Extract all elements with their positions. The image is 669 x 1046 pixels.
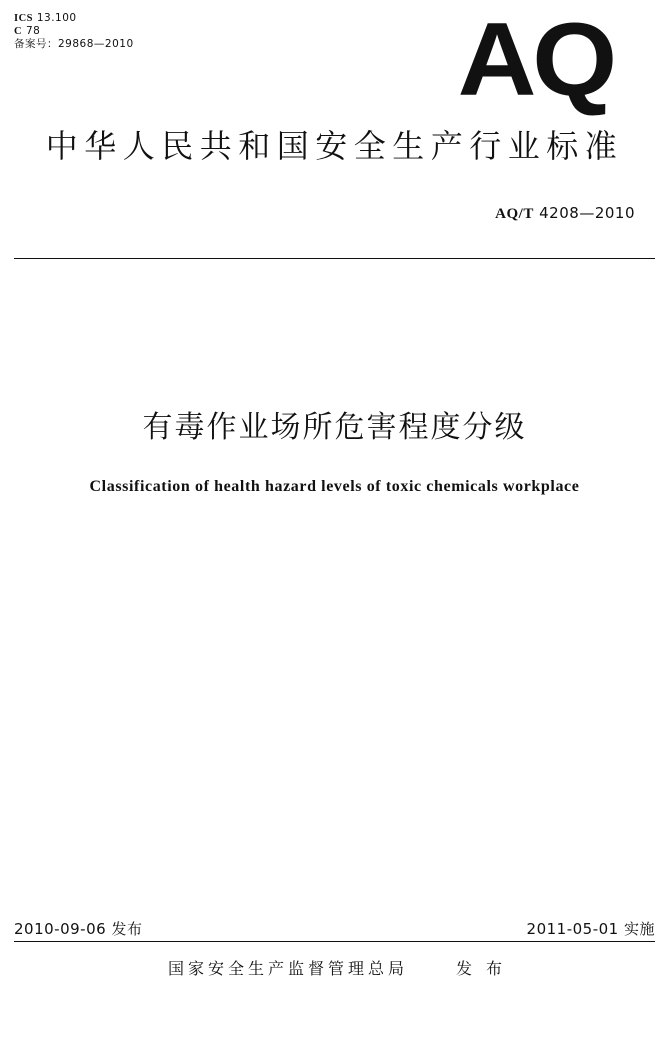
record-line xyxy=(14,38,134,51)
standard-code xyxy=(495,204,635,223)
code-prefix: AQ/T xyxy=(495,206,534,222)
effective-date: 2011-05-01 实施 xyxy=(526,920,655,938)
publish-date: 2010-09-06 发布 xyxy=(14,920,143,938)
record-value: 29868—2010 xyxy=(58,38,134,50)
class-line xyxy=(14,25,134,38)
class-letter: C xyxy=(14,26,23,37)
record-label: 备案号： xyxy=(14,38,58,50)
aq-logo: AQ xyxy=(457,2,613,118)
class-value: 78 xyxy=(25,25,41,37)
standard-category: 中华人民共和国安全生产行业标准 xyxy=(45,127,624,165)
issuer-action: 发布 xyxy=(456,959,517,978)
header-divider xyxy=(14,258,655,259)
ics-line xyxy=(14,12,134,25)
title-chinese: 有毒作业场所危害程度分级 xyxy=(142,410,527,445)
ics-label: ICS xyxy=(14,13,34,24)
code-number: 4208—2010 xyxy=(539,204,635,222)
title-english: Classification of health hazard levels of toxic chemicals workplace xyxy=(89,478,580,495)
header-meta xyxy=(14,12,134,51)
issuer-name: 国家安全生产监督管理总局 xyxy=(168,959,409,978)
footer-divider xyxy=(14,941,655,942)
ics-value: 13.100 xyxy=(36,12,77,24)
